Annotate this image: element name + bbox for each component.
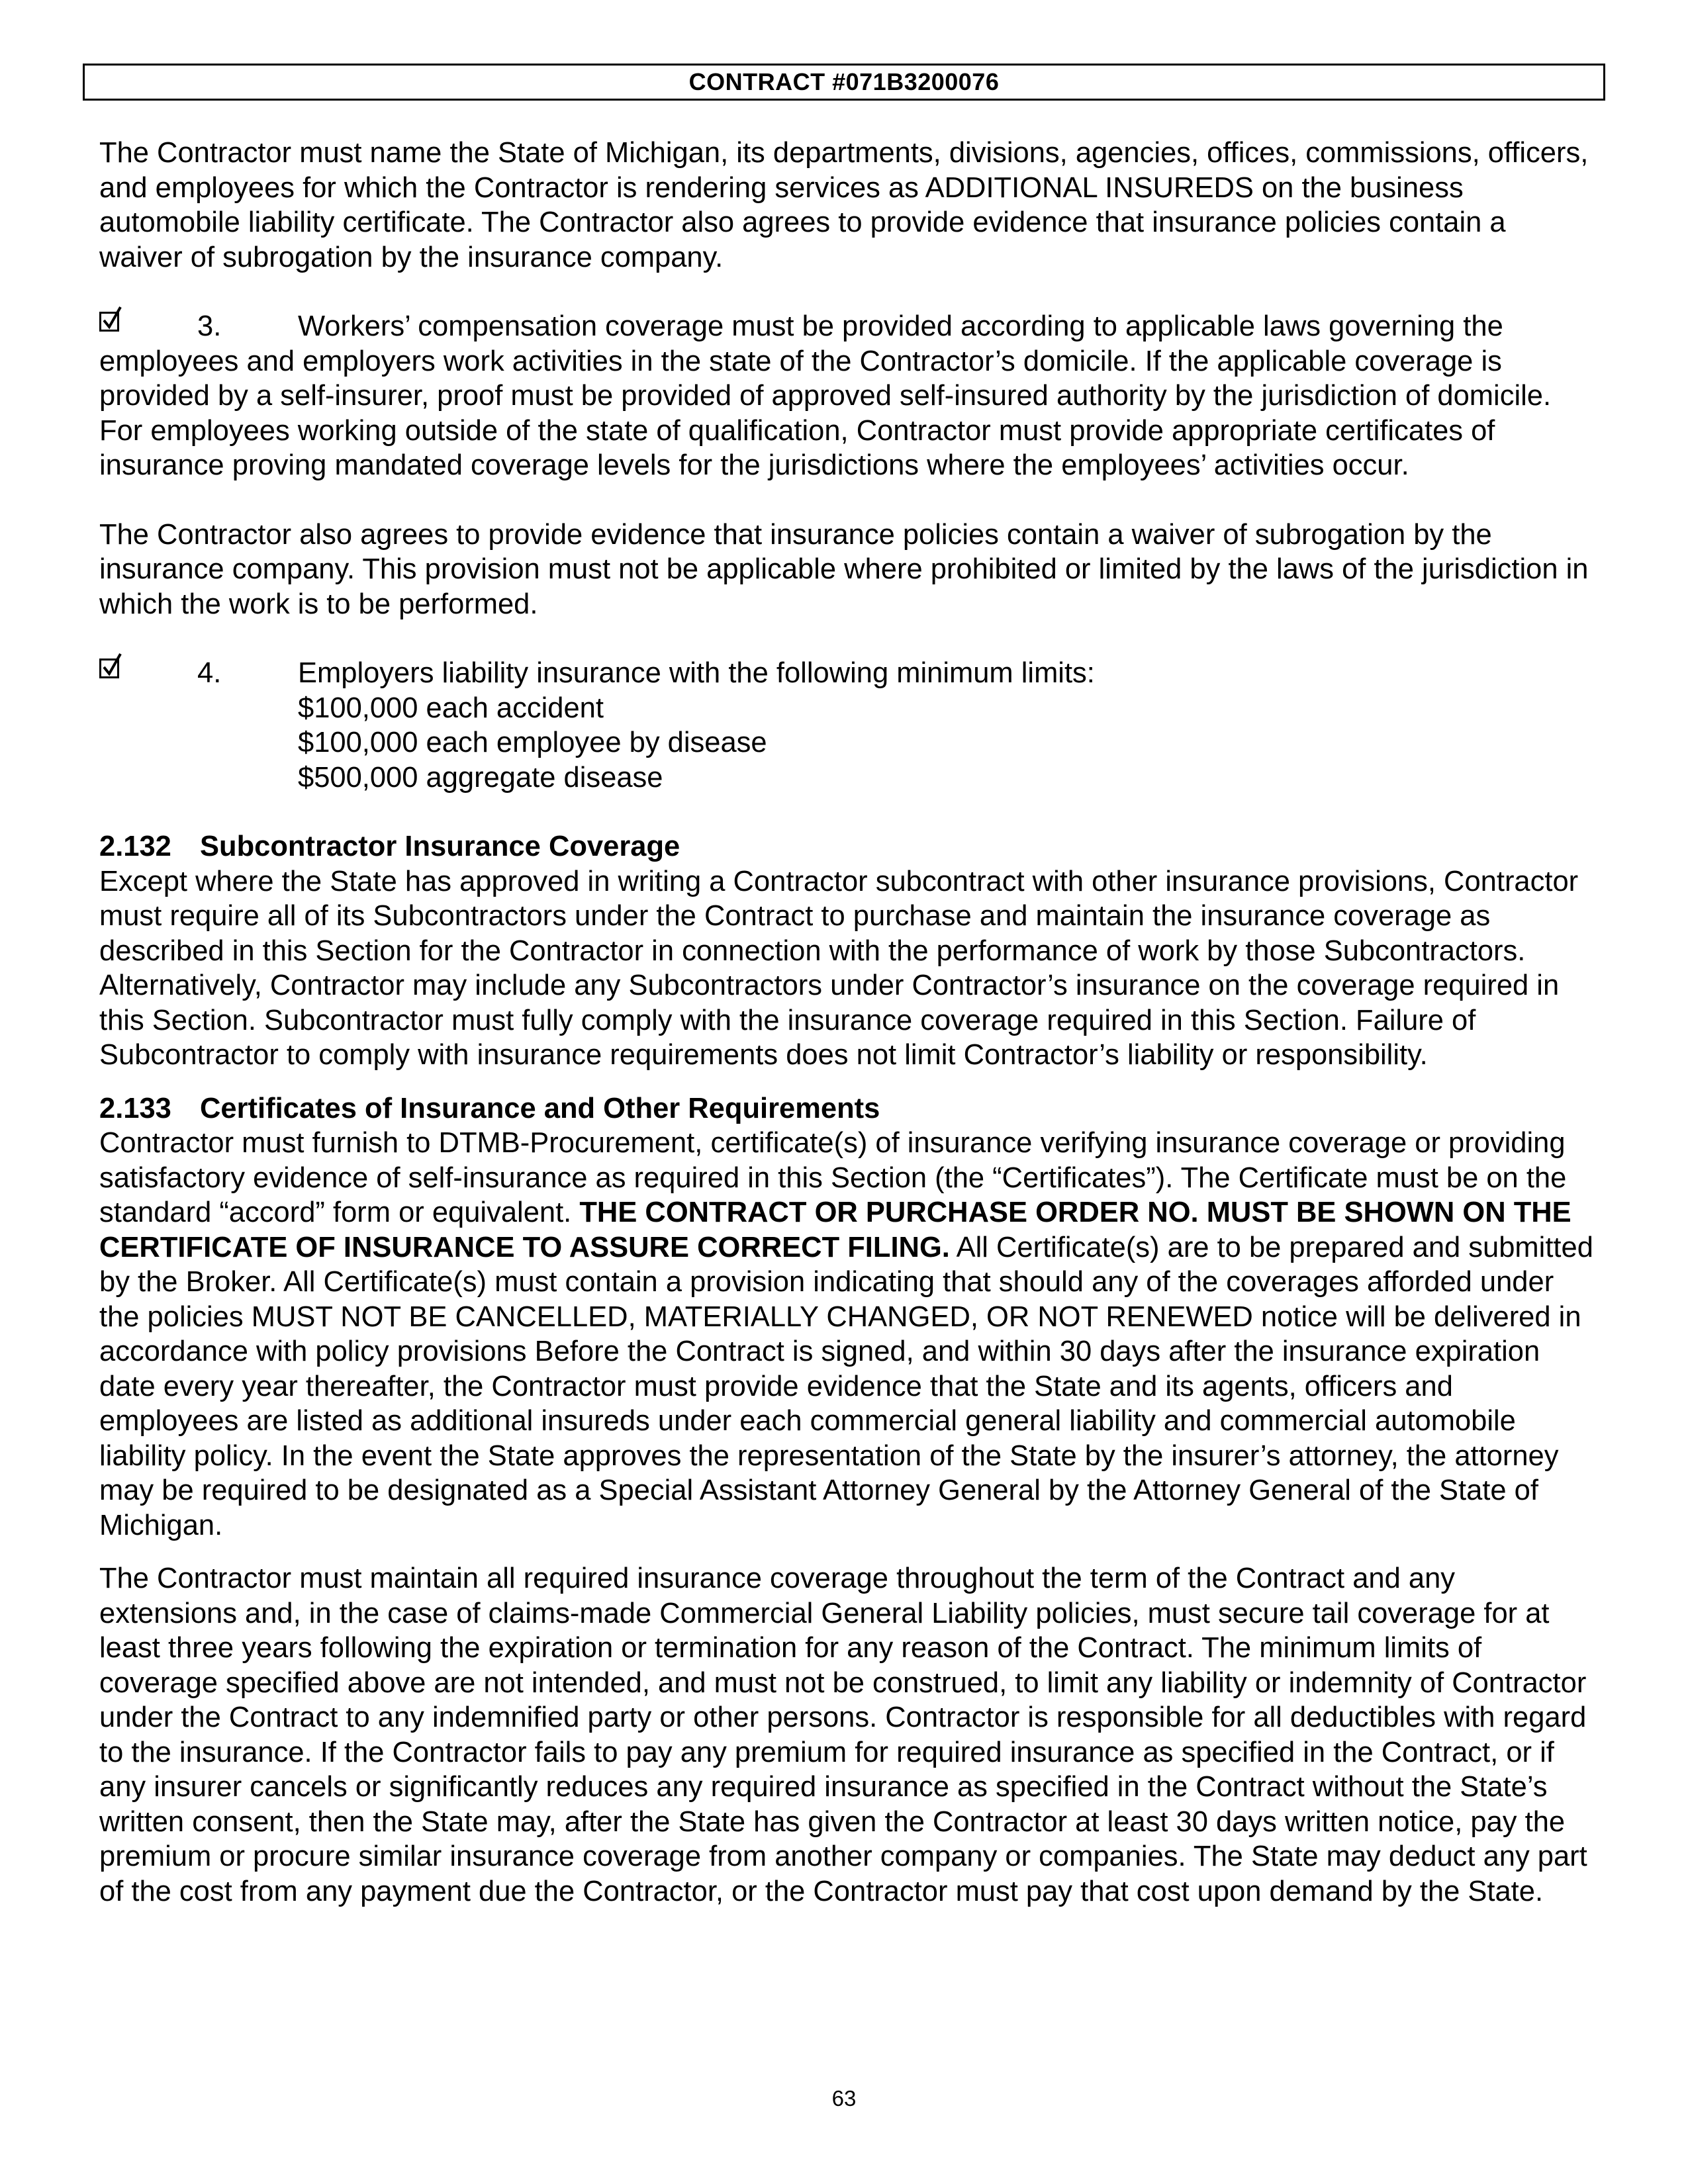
list-item-employers-liability bbox=[99, 656, 1595, 795]
section-heading bbox=[99, 1091, 1595, 1126]
item-number: 4. bbox=[197, 657, 222, 689]
section-title: Certificates of Insurance and Other Requirements bbox=[200, 1092, 880, 1124]
checked-box-icon bbox=[99, 312, 119, 332]
section-body-part1: Contractor must furnish to DTMB-Procurement, certificate(s) of insurance verifying insurance coverage or providing satisfactory evidence of self-insurance as required in this Section (the “Certificates”). The Certificate must be on the standard “accord” form or equivalent. bbox=[99, 1127, 1567, 1228]
section-title: Subcontractor Insurance Coverage bbox=[200, 831, 680, 862]
item-number: 3. bbox=[197, 310, 222, 342]
page-number: 63 bbox=[831, 2086, 857, 2111]
filing-requirement-bold: THE CONTRACT OR PURCHASE ORDER NO. MUST BE SHOWN ON THE CERTIFICATE OF INSURANCE TO ASSURE CORRECT FILING. bbox=[99, 1197, 1571, 1263]
section-2-133 bbox=[99, 1091, 1595, 1909]
limit-aggregate-disease: $500,000 aggregate disease bbox=[298, 761, 663, 794]
additional-insureds-paragraph: The Contractor must name the State of Michigan, its departments, divisions, agencies, offices, commissions, officers, and employees for which the Contractor is rendering services as ADDITIONAL INSUREDS on the business automobile liability certificate. The Contractor also agrees to provide evidence that insurance policies contain a waiver of subrogation by the insurance company. bbox=[99, 137, 1589, 273]
employers-liability-text: Employers liability insurance with the following minimum limits: bbox=[298, 657, 1095, 689]
waiver-paragraph: The Contractor also agrees to provide evidence that insurance policies contain a waiver of subrogation by the insurance company. This provision must not be applicable where prohibited or limited by the laws of the jurisdiction in which the work is to be performed. bbox=[99, 518, 1589, 620]
section-body-final: The Contractor must maintain all required insurance coverage throughout the term of the Contract and any extensions and, in the case of claims-made Commercial General Liability policies, must secure tail coverage for at least three years following the expiration or termination for any reason of the Contract. The minimum limits of coverage specified above are not intended, and must not be construed, to limit any liability or indemnity of Contractor under the Contract to any indemnified party or other persons. Contractor is responsible for all deductibles with regard to the insurance. If the Contractor fails to pay any premium for required insurance as specified in the Contract, or if any insurer cancels or significantly reduces any required insurance as specified in the Contract without the State’s written consent, then the State may, after the State has given the Contractor at least 30 days written notice, pay the premium or procure similar insurance coverage from another company or companies. The State may deduct any part of the cost from any payment due the Contractor, or the Contractor must pay that cost upon demand by the State. bbox=[99, 1563, 1587, 1907]
section-body bbox=[99, 1126, 1595, 1543]
section-number: 2.133 bbox=[99, 1092, 171, 1124]
checked-box-icon bbox=[99, 659, 119, 678]
limit-each-accident: $100,000 each accident bbox=[298, 692, 604, 724]
minimum-limits-list bbox=[99, 691, 1595, 796]
list-item-workers-compensation bbox=[99, 309, 1595, 483]
limit-each-employee-disease: $100,000 each employee by disease bbox=[298, 727, 767, 758]
section-body: Except where the State has approved in writing a Contractor subcontract with other insurance provisions, Contractor must require all of its Subcontractors under the Contract to purchase and maintain the insurance coverage as described in this Section for the Contractor in connection with the performance of work by those Subcontractors. Alternatively, Contractor may include any Subcontractors under Contractor’s insurance on the coverage required in this Section. Subcontractor must fully comply with the insurance coverage required in this Section. Failure of Subcontractor to comply with insurance requirements does not limit Contractor’s liability or responsibility. bbox=[99, 865, 1579, 1071]
section-heading bbox=[99, 829, 1595, 864]
section-body-part2: All Certificate(s) are to be prepared and submitted by the Broker. All Certificate(s) must contain a provision indicating that should any of the coverages afforded under the policies MUST NOT BE CANCELLED, MATERIALLY CHANGED, OR NOT RENEWED notice will be delivered in accordance with policy provisions Before the Contract is signed, and within 30 days after the insurance expiration date every year thereafter, the Contractor must provide evidence that the State and its agents, officers and employees are listed as additional insureds under each commercial general liability and commercial automobile liability policy. In the event the State approves the representation of the State by the insurer’s attorney, the attorney may be required to be designated as a Special Assistant Attorney General by the Attorney General of the State of Michigan. bbox=[99, 1231, 1593, 1541]
section-2-132 bbox=[99, 829, 1595, 1073]
section-number: 2.132 bbox=[99, 831, 171, 862]
contract-header bbox=[83, 64, 1605, 101]
workers-compensation-text: Workers’ compensation coverage must be provided according to applicable laws governing the employees and employers work activities in the state of the Contractor’s domicile. If the applicable coverage is provided by a self-insurer, proof must be provided of approved self-insured authority by the jurisdiction of domicile. For employees working outside of the state of qualification, Contractor must provide appropriate certificates of insurance proving mandated coverage levels for the jurisdictions where the employees’ activities occur. bbox=[99, 310, 1552, 481]
contract-number-label: CONTRACT #071B3200076 bbox=[688, 68, 1000, 95]
page-content bbox=[99, 136, 1595, 1909]
